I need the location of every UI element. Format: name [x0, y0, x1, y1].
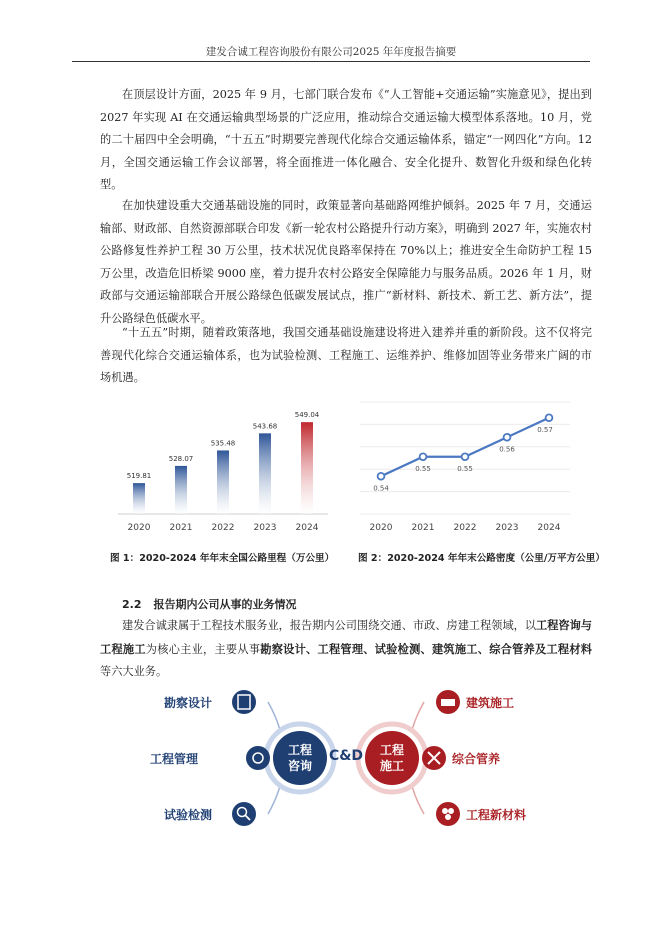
company-logo: C&D: [328, 748, 364, 764]
bar-2024: [301, 422, 313, 514]
business-end: 等六大业务。: [100, 665, 168, 679]
data-point-2024: [546, 414, 553, 421]
point-value-label: 0.57: [537, 425, 553, 434]
line-chart-svg: [360, 396, 570, 538]
chart-road-mileage: [118, 396, 328, 538]
x-tick-label: 2024: [295, 523, 319, 533]
x-tick-label: 2021: [411, 523, 435, 533]
left-hub-label: 工程 咨询: [287, 743, 312, 773]
chart-2-caption: 图 2：2020-2024 年年末公路密度（公里/万平方公里）: [358, 553, 605, 564]
point-value-label: 0.55: [457, 464, 473, 473]
bar-chart-svg: [118, 396, 328, 538]
bar-value-label: 549.04: [294, 411, 320, 420]
item-survey-design: 勘察设计: [164, 696, 213, 710]
x-tick-label: 2023: [495, 523, 519, 533]
bar-2023: [259, 433, 271, 514]
bar-2021: [175, 466, 187, 514]
item-testing: 试验检测: [164, 808, 213, 822]
x-tick-label: 2024: [537, 523, 561, 533]
testing-icon: [232, 802, 256, 826]
point-value-label: 0.54: [373, 484, 389, 493]
page-header: 建发合诚工程咨询股份有限公司2025 年年度报告摘要: [205, 46, 457, 58]
section-heading: [122, 596, 297, 612]
header-rule: [72, 61, 590, 62]
bar-value-label: 543.68: [252, 422, 278, 431]
survey-icon: [232, 690, 256, 714]
item-new-materials: 工程新材料: [466, 808, 527, 822]
data-point-2022: [462, 453, 469, 460]
x-tick-label: 2021: [169, 523, 193, 533]
item-maintenance: 综合管养: [452, 752, 501, 766]
management-icon: [246, 746, 270, 770]
bar-2020: [133, 483, 145, 514]
point-value-label: 0.56: [499, 445, 515, 454]
paragraph-outlook: “十五五”时期，随着政策落地，我国交通基础设施建设将进入建养并重的新阶段。这不仅将完善现代化综合交通运输体系，也为试验检测、工程施工、运维养护、维修加固等业务带来广阔的市场机遇。: [100, 326, 592, 385]
business-core: 工程咨询与工程施工: [100, 618, 592, 656]
x-tick-label: 2022: [211, 523, 235, 533]
bar-value-label: 519.81: [126, 472, 152, 481]
point-value-label: 0.55: [415, 464, 431, 473]
x-tick-label: 2022: [453, 523, 477, 533]
section-number: 2.2: [122, 598, 142, 611]
data-point-2020: [378, 473, 385, 480]
x-tick-label: 2023: [253, 523, 277, 533]
section-title: 报告期内公司从事的业务情况: [153, 598, 297, 611]
chart-road-density: [360, 396, 570, 538]
bar-2022: [217, 450, 229, 514]
x-tick-label: 2020: [127, 523, 151, 533]
item-construction: 建筑施工: [466, 696, 515, 710]
paragraph-business: [100, 614, 592, 684]
bar-value-label: 535.48: [210, 439, 236, 448]
business-intro: 建发合诚隶属于工程技术服务业，报告期内公司围绕交通、市政、房建工程领域，以: [122, 619, 537, 632]
x-tick-label: 2020: [369, 523, 393, 533]
bar-value-label: 528.07: [168, 454, 194, 463]
data-point-2023: [504, 434, 511, 441]
paragraph-policy: 在顶层设计方面，2025 年 9 月，七部门联合发布《“人工智能+交通运输”实施意见》，提出到 2027 年实现 AI 在交通运输典型场景的广泛应用，推动综合交通运输大模型体系落地。10 月，党的二十届四中全会明确，“十五五”时期要完善现代化综合交通运输体系，锚定“一网四化”方向。12 月，全国交通运输工作会议部署，将全面推进一体化融合、安全化提升、数智化升级和绿色化转型。: [100, 88, 592, 192]
data-point-2021: [420, 453, 427, 460]
right-hub-label: 工程 施工: [379, 743, 404, 773]
chart-1-caption: 图 1：2020-2024 年年末全国公路里程（万公里）: [110, 553, 335, 564]
business-lines: 勘察设计、工程管理、试验检测、建筑施工、综合管养及工程材料: [260, 641, 592, 656]
business-mid: 为核心主业，主要从事: [145, 642, 261, 656]
business-diagram: [140, 684, 552, 832]
item-engineering-management: 工程管理: [150, 752, 199, 766]
paragraph-maintenance: 在加快建设重大交通基础设施的同时，政策显著向基础路网维护倾斜。2025 年 7 月，交通运输部、财政部、自然资源部联合印发《新一轮农村公路提升行动方案》，明确到 2027 年，实施农村公路修复性养护工程 30 万公里，技术状况优良路率保持在 70%以上；推进安全生命防护工程 15 万公里，改造危旧桥梁 9000 座，着力提升农村公路安全保障能力与服务品质。2026 年 1 月，财政部与交通运输部联合开展公路绿色低碳发展试点，推广“新材料、新技术、新工艺、新方法”，提升公路绿色低碳水平。: [100, 199, 592, 325]
